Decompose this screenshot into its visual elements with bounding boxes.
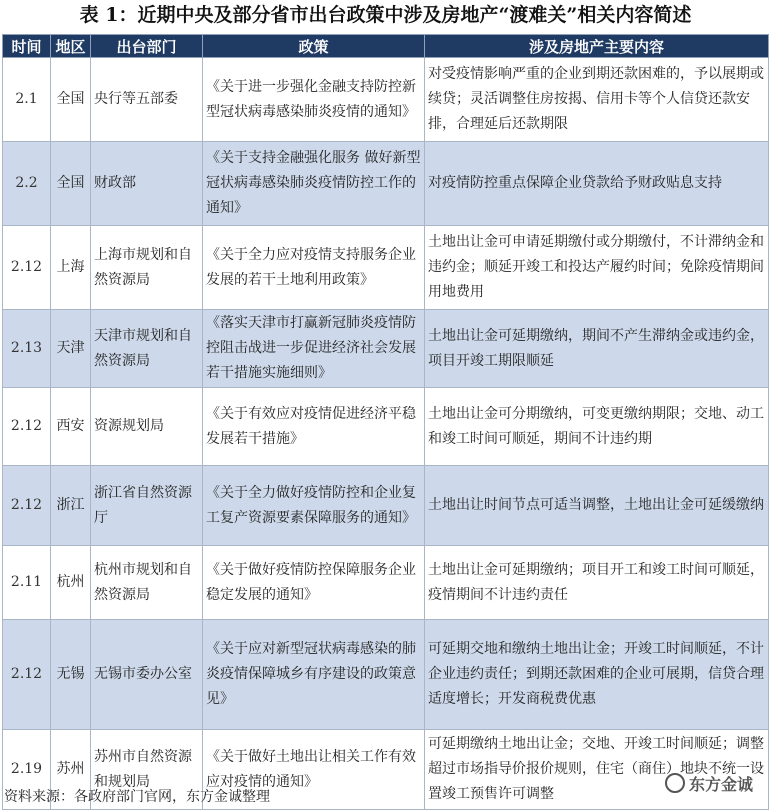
cell-content: 可延期缴纳土地出让金；交地、开竣工时间顺延；调整超过市场指导价报价规则，住宅（商住）地块不统一设置竣工预售许可调整 (425, 730, 769, 810)
cell-region: 杭州 (51, 546, 91, 620)
cell-dept: 无锡市委办公室 (91, 620, 203, 730)
cell-content: 土地出让时间节点可适当调整，土地出让金可延缓缴纳 (425, 466, 769, 546)
cell-dept: 苏州市自然资源和规划局 (91, 730, 203, 810)
cell-content: 可延期交地和缴纳土地出让金；开竣工时间顺延，不计企业违约责任；到期还款困难的企业可展期，信贷合理适度增长；开发商税费优惠 (425, 620, 769, 730)
cell-date: 2.13 (3, 310, 51, 388)
cell-date: 2.19 (3, 730, 51, 810)
cell-policy: 《关于有效应对疫情促进经济平稳发展若干措施》 (203, 388, 425, 466)
wechat-logo-icon (665, 773, 685, 793)
cell-policy: 《关于全力应对疫情支持服务企业发展的若干土地利用政策》 (203, 226, 425, 310)
header-policy: 政策 (203, 35, 425, 58)
header-dept: 出台部门 (91, 35, 203, 58)
cell-content: 土地出让金可申请延期缴付或分期缴付，不计滞纳金和违约金；顺延开竣工和投达产履约时间；免除疫情期间用地费用 (425, 226, 769, 310)
header-content: 涉及房地产主要内容 (425, 35, 769, 58)
cell-policy: 《关于支持金融强化服务 做好新型冠状病毒感染肺炎疫情防控工作的通知》 (203, 142, 425, 226)
cell-policy: 《关于应对新型冠状病毒感染的肺炎疫情保障城乡有序建设的政策意见》 (203, 620, 425, 730)
cell-content: 土地出让金可延期缴纳；项目开工和竣工时间可顺延，疫情期间不计违约责任 (425, 546, 769, 620)
cell-region: 苏州 (51, 730, 91, 810)
cell-region: 天津 (51, 310, 91, 388)
cell-date: 2.12 (3, 388, 51, 466)
cell-region: 无锡 (51, 620, 91, 730)
cell-region: 全国 (51, 58, 91, 142)
table-row (3, 388, 769, 466)
cell-dept: 财政部 (91, 142, 203, 226)
cell-policy: 《关于做好土地出让相关工作有效应对疫情的通知》 (203, 730, 425, 810)
cell-date: 2.1 (3, 58, 51, 142)
cell-date: 2.12 (3, 226, 51, 310)
watermark (665, 772, 753, 795)
cell-policy: 《关于进一步强化金融支持防控新型冠状病毒感染肺炎疫情的通知》 (203, 58, 425, 142)
cell-content: 土地出让金可延期缴纳，期间不产生滞纳金或违约金，项目开竣工期限顺延 (425, 310, 769, 388)
cell-dept: 浙江省自然资源厅 (91, 466, 203, 546)
table-row (3, 142, 769, 226)
cell-region: 浙江 (51, 466, 91, 546)
table-row (3, 546, 769, 620)
cell-policy: 《关于做好疫情防控保障服务企业稳定发展的通知》 (203, 546, 425, 620)
table-title: 表 1：近期中央及部分省市出台政策中涉及房地产“渡难关”相关内容简述 (79, 4, 692, 26)
table-row (3, 466, 769, 546)
cell-content: 对疫情防控重点保障企业贷款给予财政贴息支持 (425, 142, 769, 226)
table-row (3, 226, 769, 310)
table-row (3, 58, 769, 142)
watermark-text: 东方金诚 (688, 775, 753, 794)
policy-table (2, 34, 769, 810)
header-date: 时间 (3, 35, 51, 58)
cell-dept: 杭州市规划和自然资源局 (91, 546, 203, 620)
cell-region: 全国 (51, 142, 91, 226)
cell-region: 西安 (51, 388, 91, 466)
cell-date: 2.12 (3, 620, 51, 730)
table-row (3, 620, 769, 730)
cell-content: 对受疫情影响严重的企业到期还款困难的，予以展期或续贷；灵活调整住房按揭、信用卡等个人信贷还款安排，合理延后还款期限 (425, 58, 769, 142)
cell-content: 土地出让金可分期缴纳，可变更缴纳期限；交地、动工和竣工时间可顺延，期间不计违约期 (425, 388, 769, 466)
cell-policy: 《落实天津市打赢新冠肺炎疫情防控阻击战进一步促进经济社会发展若干措施实施细则》 (203, 310, 425, 388)
source-note: 资料来源：各政府部门官网，东方金诚整理 (4, 789, 270, 805)
cell-dept: 天津市规划和自然资源局 (91, 310, 203, 388)
cell-region: 上海 (51, 226, 91, 310)
cell-dept: 央行等五部委 (91, 58, 203, 142)
cell-dept: 上海市规划和自然资源局 (91, 226, 203, 310)
cell-policy: 《关于全力做好疫情防控和企业复工复产资源要素保障服务的通知》 (203, 466, 425, 546)
header-region: 地区 (51, 35, 91, 58)
cell-date: 2.2 (3, 142, 51, 226)
table-row (3, 310, 769, 388)
cell-dept: 资源规划局 (91, 388, 203, 466)
cell-date: 2.11 (3, 546, 51, 620)
cell-date: 2.12 (3, 466, 51, 546)
table-header-row (3, 35, 769, 58)
